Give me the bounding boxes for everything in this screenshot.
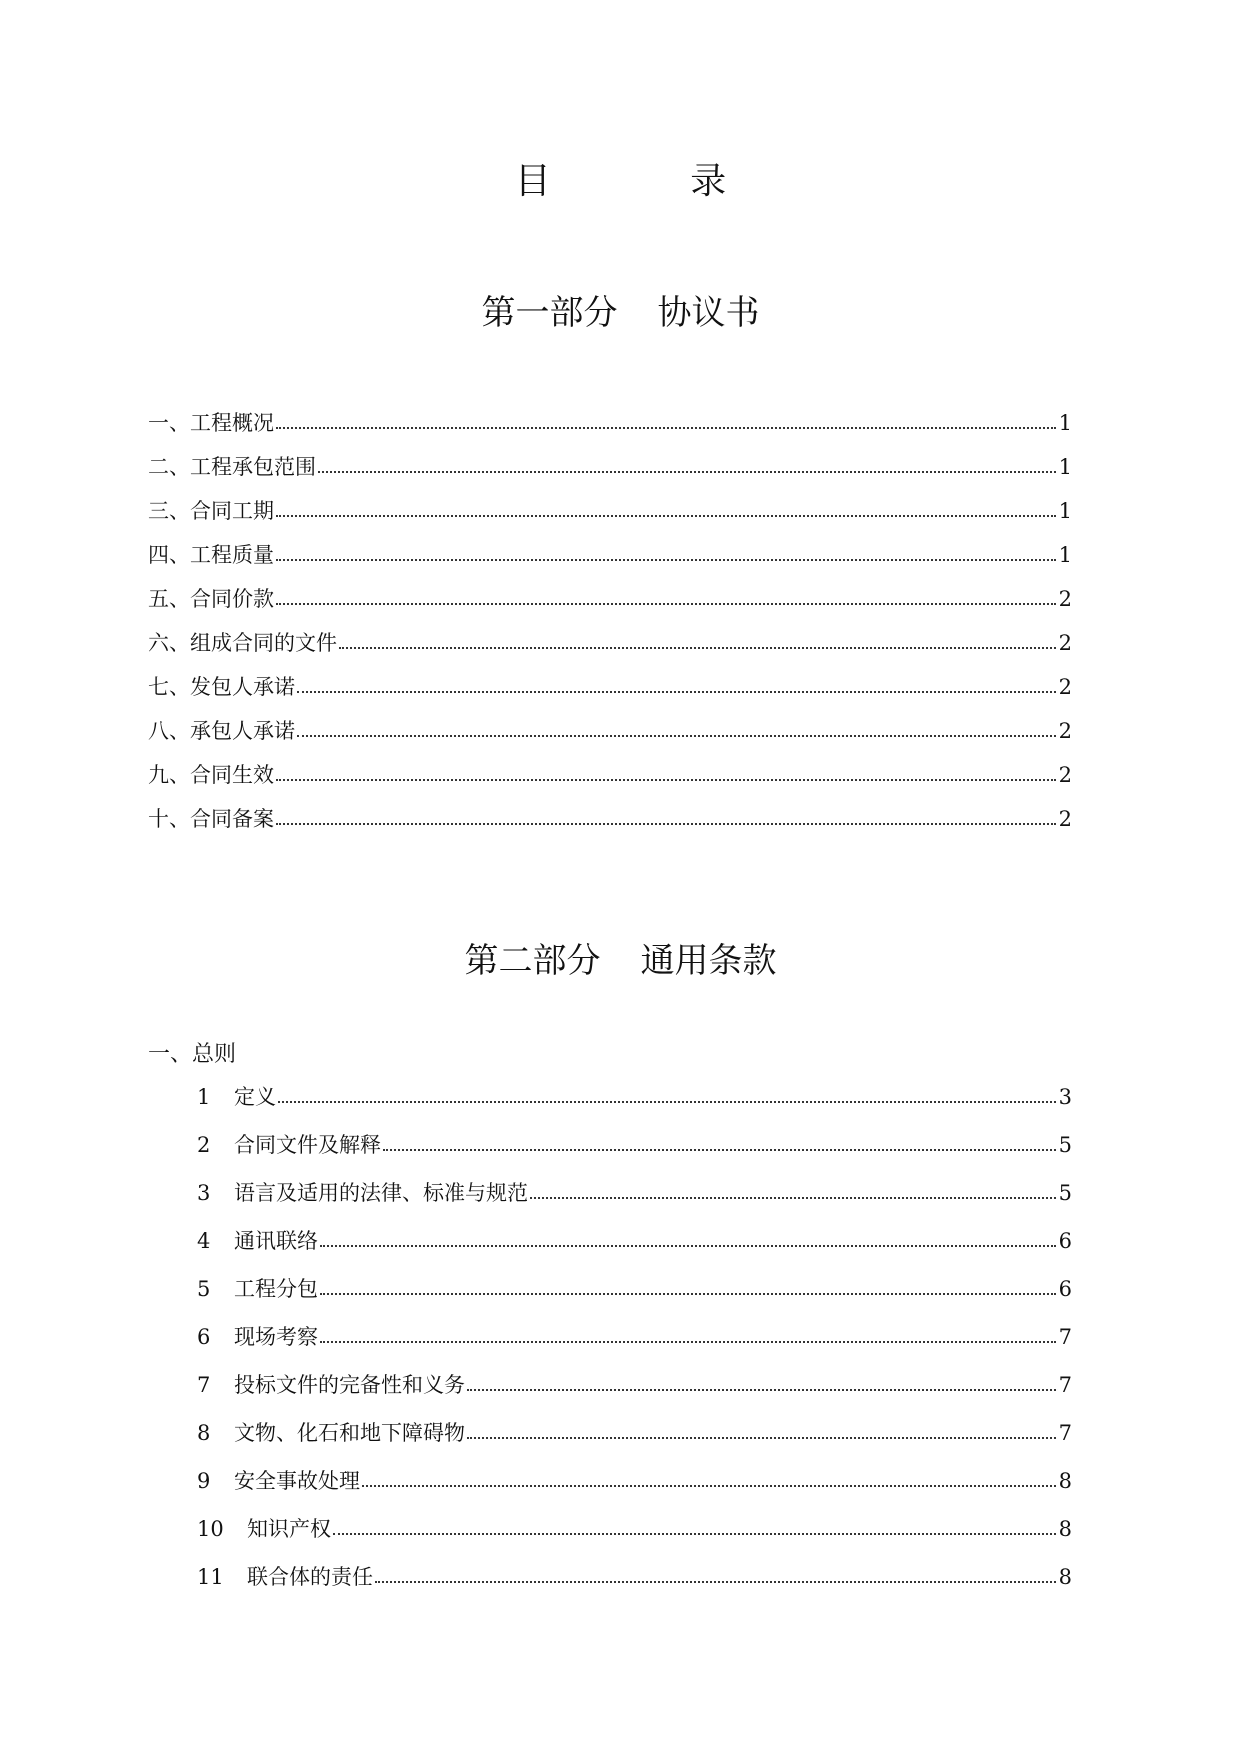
toc-entry-label: 六、组成合同的文件 bbox=[148, 631, 337, 655]
toc-entry-page: 2 bbox=[1058, 719, 1072, 743]
toc-entry-page: 3 bbox=[1058, 1085, 1072, 1109]
toc-entry[interactable] bbox=[197, 1351, 1072, 1400]
toc-entry-label: 文物、化石和地下障碍物 bbox=[234, 1421, 465, 1445]
toc-entry-label: 八、承包人承诺 bbox=[148, 719, 295, 743]
toc-entry-page: 5 bbox=[1058, 1181, 1072, 1205]
dot-leader bbox=[362, 1485, 1056, 1487]
dot-leader bbox=[276, 823, 1056, 825]
dot-leader bbox=[320, 1293, 1056, 1295]
toc-entry-label: 五、合同价款 bbox=[148, 587, 274, 611]
toc-entry-label: 九、合同生效 bbox=[148, 763, 274, 787]
toc-entry-number: 9 bbox=[197, 1469, 211, 1493]
toc-entry-page: 2 bbox=[1058, 675, 1072, 699]
toc-entry[interactable] bbox=[197, 1303, 1072, 1352]
dot-leader bbox=[276, 603, 1056, 605]
dot-leader bbox=[467, 1389, 1056, 1391]
part1-name: 协议书 bbox=[657, 293, 760, 333]
toc-entry-number: 11 bbox=[197, 1565, 224, 1589]
toc-entry-page: 1 bbox=[1058, 411, 1072, 435]
toc-entry-label: 现场考察 bbox=[234, 1325, 318, 1349]
toc-entry-label: 十、合同备案 bbox=[148, 807, 274, 831]
toc-entry-page: 7 bbox=[1058, 1325, 1072, 1349]
toc-entry[interactable] bbox=[148, 477, 1072, 526]
toc-entry[interactable] bbox=[148, 389, 1072, 438]
toc-entry-number: 5 bbox=[197, 1277, 211, 1301]
dot-leader bbox=[276, 427, 1056, 429]
toc-entry[interactable] bbox=[197, 1111, 1072, 1160]
toc-title: 目 录 bbox=[514, 161, 791, 202]
dot-leader bbox=[297, 735, 1056, 737]
toc-entry[interactable] bbox=[148, 609, 1072, 658]
toc-entry-label: 工程分包 bbox=[234, 1277, 318, 1301]
toc-entry-label: 二、工程承包范围 bbox=[148, 455, 316, 479]
toc-entry-number: 7 bbox=[197, 1373, 211, 1397]
toc-entry-number: 3 bbox=[197, 1181, 211, 1205]
dot-leader bbox=[276, 779, 1056, 781]
toc-entry-label: 定义 bbox=[234, 1085, 276, 1109]
toc-entry[interactable] bbox=[197, 1063, 1072, 1112]
toc-entry-page: 1 bbox=[1058, 499, 1072, 523]
toc-entry-page: 2 bbox=[1058, 587, 1072, 611]
toc-entry-page: 8 bbox=[1058, 1469, 1072, 1493]
dot-leader bbox=[375, 1581, 1056, 1583]
dot-leader bbox=[320, 1341, 1056, 1343]
toc-entry-page: 8 bbox=[1058, 1565, 1072, 1589]
section-heading-general: 一、总则 bbox=[148, 1042, 237, 1067]
toc-entry[interactable] bbox=[197, 1159, 1072, 1208]
toc-entry[interactable] bbox=[197, 1207, 1072, 1256]
toc-entry-page: 2 bbox=[1058, 631, 1072, 655]
dot-leader bbox=[530, 1197, 1056, 1199]
part2-heading bbox=[0, 937, 1241, 985]
toc-entry[interactable] bbox=[148, 521, 1072, 570]
dot-leader bbox=[276, 515, 1056, 517]
toc-entry-label: 知识产权 bbox=[247, 1517, 331, 1541]
toc-entry-page: 5 bbox=[1058, 1133, 1072, 1157]
dot-leader bbox=[318, 471, 1056, 473]
toc-entry-page: 2 bbox=[1058, 807, 1072, 831]
toc-entry-label: 三、合同工期 bbox=[148, 499, 274, 523]
dot-leader bbox=[467, 1437, 1056, 1439]
dot-leader bbox=[278, 1101, 1056, 1103]
toc-entry-label: 通讯联络 bbox=[234, 1229, 318, 1253]
toc-entry-page: 6 bbox=[1058, 1229, 1072, 1253]
dot-leader bbox=[276, 559, 1056, 561]
toc-entry-number: 2 bbox=[197, 1133, 211, 1157]
toc-entry-page: 6 bbox=[1058, 1277, 1072, 1301]
toc-entry-number: 6 bbox=[197, 1325, 211, 1349]
toc-entry[interactable] bbox=[197, 1495, 1072, 1544]
toc-entry-number: 4 bbox=[197, 1229, 211, 1253]
part1-heading bbox=[0, 289, 1241, 337]
dot-leader bbox=[320, 1245, 1056, 1247]
dot-leader bbox=[339, 647, 1056, 649]
toc-entry-page: 2 bbox=[1058, 763, 1072, 787]
toc-entry[interactable] bbox=[148, 697, 1072, 746]
toc-entry[interactable] bbox=[197, 1543, 1072, 1592]
toc-entry[interactable] bbox=[148, 741, 1072, 790]
toc-entry[interactable] bbox=[197, 1447, 1072, 1496]
toc-entry-page: 1 bbox=[1058, 455, 1072, 479]
toc-entry-page: 1 bbox=[1058, 543, 1072, 567]
toc-entry-label: 语言及适用的法律、标准与规范 bbox=[234, 1181, 528, 1205]
toc-entry-page: 7 bbox=[1058, 1421, 1072, 1445]
toc-entry-label: 投标文件的完备性和义务 bbox=[234, 1373, 465, 1397]
toc-entry-label: 四、工程质量 bbox=[148, 543, 274, 567]
toc-entry[interactable] bbox=[197, 1399, 1072, 1448]
dot-leader bbox=[297, 691, 1056, 693]
dot-leader bbox=[383, 1149, 1056, 1151]
toc-entry-page: 7 bbox=[1058, 1373, 1072, 1397]
toc-entry-number: 1 bbox=[197, 1085, 211, 1109]
toc-entry[interactable] bbox=[148, 785, 1072, 834]
toc-entry[interactable] bbox=[148, 653, 1072, 702]
toc-entry-label: 七、发包人承诺 bbox=[148, 675, 295, 699]
toc-entry-number: 8 bbox=[197, 1421, 211, 1445]
toc-entry-label: 安全事故处理 bbox=[234, 1469, 360, 1493]
toc-entry-label: 一、工程概况 bbox=[148, 411, 274, 435]
toc-entry-label: 合同文件及解释 bbox=[234, 1133, 381, 1157]
toc-entry[interactable] bbox=[148, 565, 1072, 614]
toc-entry-label: 联合体的责任 bbox=[247, 1565, 373, 1589]
part2-prefix: 第二部分 bbox=[464, 941, 601, 981]
toc-entry-number: 10 bbox=[197, 1517, 224, 1541]
part2-name: 通用条款 bbox=[640, 941, 777, 981]
dot-leader bbox=[333, 1533, 1056, 1535]
toc-entry[interactable] bbox=[197, 1255, 1072, 1304]
toc-entry-page: 8 bbox=[1058, 1517, 1072, 1541]
part1-prefix: 第一部分 bbox=[481, 293, 618, 333]
toc-entry[interactable] bbox=[148, 433, 1072, 482]
